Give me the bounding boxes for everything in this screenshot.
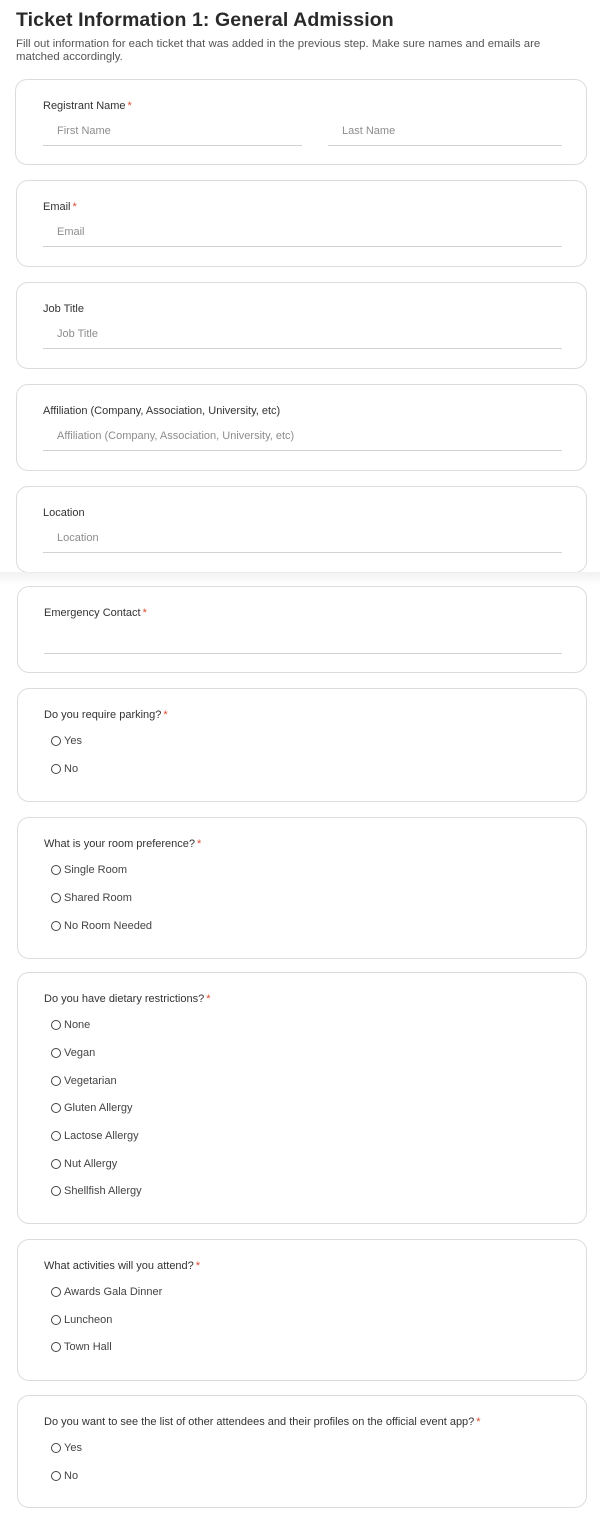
required-asterisk: *	[163, 709, 168, 721]
affiliation-field	[43, 423, 562, 451]
room-option-shared[interactable]: Shared Room	[51, 891, 132, 905]
last-name-input[interactable]	[328, 118, 562, 145]
first-name-field	[43, 118, 302, 146]
form-title: Ticket Information 1: General Admission	[16, 9, 394, 31]
radio-button-icon[interactable]	[51, 736, 61, 746]
dietary-option-lactose-allergy[interactable]: Lactose Allergy	[51, 1129, 139, 1143]
dietary-card	[17, 972, 587, 1224]
form-subtitle: Fill out information for each ticket that was added in the previous step. Make sure names and emails are matched accordingly.	[16, 38, 541, 63]
activity-option-awards-gala-dinner[interactable]: Awards Gala Dinner	[51, 1285, 162, 1299]
required-asterisk: *	[72, 201, 77, 213]
radio-button-icon[interactable]	[51, 764, 61, 774]
required-asterisk: *	[206, 993, 211, 1005]
dietary-option-vegetarian[interactable]: Vegetarian	[51, 1074, 117, 1088]
dietary-option-shellfish-allergy[interactable]: Shellfish Allergy	[51, 1184, 142, 1198]
radio-button-icon[interactable]	[51, 1159, 61, 1169]
activity-option-town-hall[interactable]: Town Hall	[51, 1340, 112, 1354]
attendee-list-label: Do you want to see the list of other attendees and their profiles on the official event app? *	[44, 1416, 481, 1428]
radio-button-icon[interactable]	[51, 1471, 61, 1481]
radio-button-icon[interactable]	[51, 1342, 61, 1352]
last-name-field	[328, 118, 562, 146]
radio-button-icon[interactable]	[51, 1443, 61, 1453]
radio-button-icon[interactable]	[51, 1076, 61, 1086]
job-title-input[interactable]	[43, 321, 562, 348]
required-asterisk: *	[195, 1260, 201, 1272]
email-card	[16, 180, 587, 267]
location-label: Location	[43, 507, 85, 519]
parking-label: Do you require parking? *	[44, 709, 168, 721]
radio-button-icon[interactable]	[51, 1020, 61, 1030]
emergency-contact-label: Emergency Contact *	[44, 607, 147, 619]
affiliation-input[interactable]	[43, 423, 562, 450]
dietary-option-none[interactable]: None	[51, 1018, 90, 1032]
activity-option-luncheon[interactable]: Luncheon	[51, 1313, 112, 1327]
room-preference-card	[17, 817, 587, 959]
first-name-input[interactable]	[43, 118, 302, 145]
affiliation-card	[16, 384, 587, 471]
location-field	[43, 525, 562, 553]
activities-label: What activities will you attend? *	[44, 1260, 201, 1272]
parking-option-no[interactable]: No	[51, 762, 78, 776]
dietary-option-nut-allergy[interactable]: Nut Allergy	[51, 1157, 117, 1171]
registrant-name-card	[15, 79, 587, 165]
emergency-contact-field	[44, 626, 562, 654]
radio-button-icon[interactable]	[51, 1287, 61, 1297]
radio-button-icon[interactable]	[51, 865, 61, 875]
job-title-label: Job Title	[43, 303, 84, 315]
radio-button-icon[interactable]	[51, 1131, 61, 1141]
parking-card	[17, 688, 587, 802]
radio-button-icon[interactable]	[51, 1048, 61, 1058]
section-divider-shadow	[0, 572, 600, 586]
radio-button-icon[interactable]	[51, 1315, 61, 1325]
room-option-none[interactable]: No Room Needed	[51, 919, 152, 933]
radio-button-icon[interactable]	[51, 1186, 61, 1196]
location-card	[16, 486, 587, 573]
attendee-list-option-yes[interactable]: Yes	[51, 1441, 82, 1455]
dietary-label: Do you have dietary restrictions? *	[44, 993, 211, 1005]
job-title-card	[16, 282, 587, 369]
dietary-option-vegan[interactable]: Vegan	[51, 1046, 95, 1060]
required-asterisk: *	[197, 838, 202, 850]
affiliation-label: Affiliation (Company, Association, University, etc)	[43, 405, 281, 417]
registrant-name-label: Registrant Name *	[43, 100, 132, 112]
email-field	[43, 219, 562, 247]
attendee-list-card	[17, 1395, 587, 1508]
parking-option-yes[interactable]: Yes	[51, 734, 82, 748]
location-input[interactable]	[43, 525, 562, 552]
activities-card	[17, 1239, 587, 1381]
radio-button-icon[interactable]	[51, 921, 61, 931]
dietary-option-gluten-allergy[interactable]: Gluten Allergy	[51, 1101, 132, 1115]
required-asterisk: *	[476, 1416, 481, 1428]
required-asterisk: *	[127, 100, 132, 112]
required-asterisk: *	[142, 607, 147, 619]
attendee-list-option-no[interactable]: No	[51, 1469, 78, 1483]
radio-button-icon[interactable]	[51, 893, 61, 903]
emergency-contact-input[interactable]	[44, 626, 562, 653]
email-label: Email *	[43, 201, 77, 213]
emergency-contact-card	[17, 586, 587, 673]
room-option-single[interactable]: Single Room	[51, 863, 127, 877]
email-input[interactable]	[43, 219, 562, 246]
room-preference-label: What is your room preference? *	[44, 838, 202, 850]
job-title-field	[43, 321, 562, 349]
radio-button-icon[interactable]	[51, 1103, 61, 1113]
